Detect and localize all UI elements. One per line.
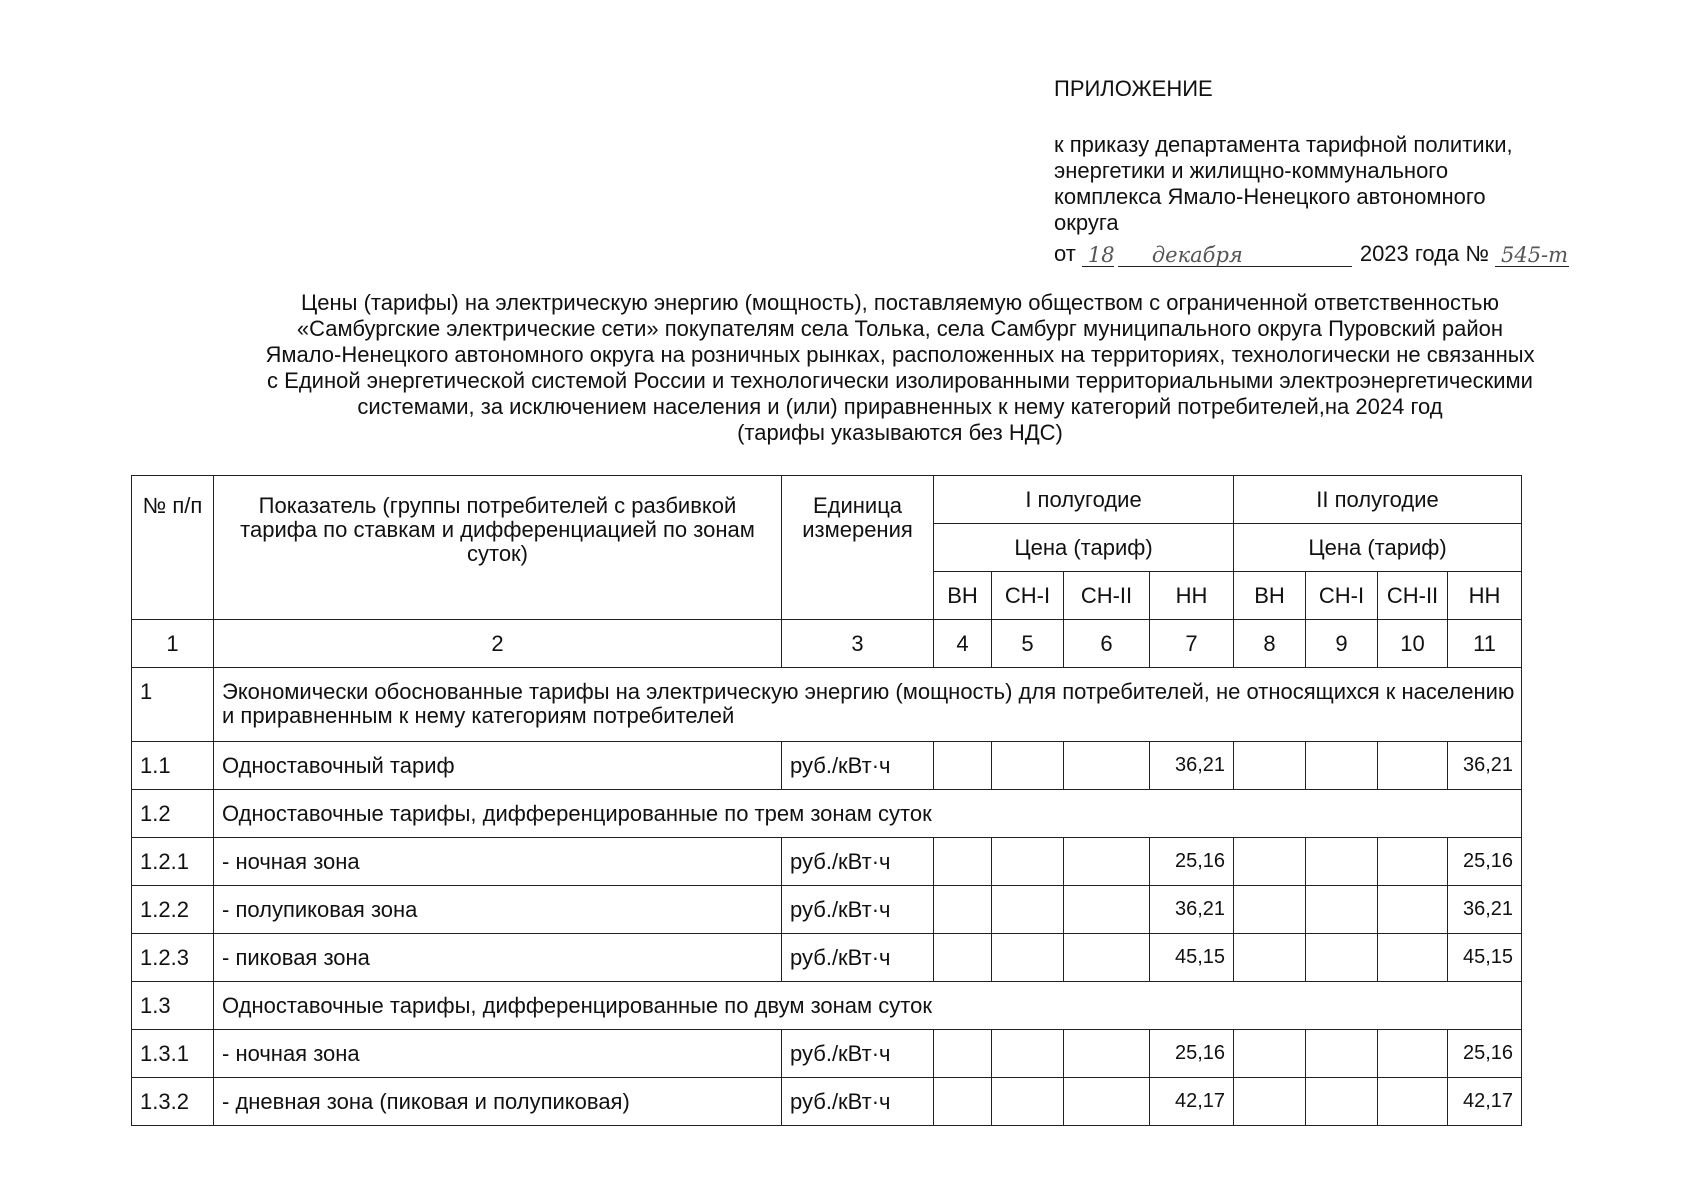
header-half-1: I полугодие: [934, 476, 1234, 524]
column-number: 5: [992, 620, 1064, 668]
value-cell: [992, 934, 1064, 982]
row-unit: руб./кВт·ч: [782, 1078, 934, 1126]
table-body: [132, 668, 1522, 1126]
column-number: 11: [1448, 620, 1522, 668]
value-cell: [1234, 934, 1306, 982]
table-row: [132, 1078, 1522, 1126]
value-cell: [1378, 742, 1448, 790]
header-half-2: II полугодие: [1234, 476, 1522, 524]
tariff-table: [131, 475, 1522, 1126]
day-field: [1082, 240, 1114, 267]
value-cell: [1306, 1030, 1378, 1078]
value-cell: [934, 886, 992, 934]
value-cell: [1064, 1078, 1150, 1126]
handwritten-day: 18: [1087, 243, 1115, 267]
header-voltage: ВН: [934, 572, 992, 620]
value-cell: [992, 886, 1064, 934]
value-cell: [934, 838, 992, 886]
value-cell: [934, 934, 992, 982]
row-num: 1: [132, 668, 214, 742]
table-header: [132, 476, 1522, 668]
value-cell: 42,17: [1448, 1078, 1522, 1126]
header-num: № п/п: [132, 476, 214, 620]
table-row: [132, 1030, 1522, 1078]
row-unit: руб./кВт·ч: [782, 1030, 934, 1078]
value-cell: [992, 838, 1064, 886]
value-cell: 25,16: [1448, 1030, 1522, 1078]
value-cell: [1234, 886, 1306, 934]
row-label: - дневная зона (пиковая и полупиковая): [214, 1078, 782, 1126]
value-cell: [1306, 886, 1378, 934]
heading-line: системами, за исключением населения и (или) приравненных к нему категорий потребителей,на 2024 год: [357, 394, 1443, 419]
appendix-line: округа: [1054, 210, 1119, 235]
row-label: Одноставочный тариф: [214, 742, 782, 790]
value-cell: [1378, 838, 1448, 886]
handwritten-order-number: 545-т: [1500, 243, 1569, 267]
column-number: 7: [1150, 620, 1234, 668]
heading-line: Цены (тарифы) на электрическую энергию (мощность), поставляемую обществом с ограниченной ответственностью: [301, 290, 1499, 315]
row-num: 1.3.1: [132, 1030, 214, 1078]
appendix-title: ПРИЛОЖЕНИЕ: [1054, 76, 1213, 101]
value-cell: [1306, 742, 1378, 790]
row-num: 1.2.3: [132, 934, 214, 982]
column-number: 2: [214, 620, 782, 668]
header-price-2: Цена (тариф): [1234, 524, 1522, 572]
appendix-line: комплекса Ямало-Ненецкого автономного: [1054, 184, 1486, 209]
value-cell: [1064, 886, 1150, 934]
value-cell: [934, 1030, 992, 1078]
column-number: 1: [132, 620, 214, 668]
row-label: - пиковая зона: [214, 934, 782, 982]
value-cell: 25,16: [1448, 838, 1522, 886]
value-cell: [1234, 1030, 1306, 1078]
row-num: 1.1: [132, 742, 214, 790]
value-cell: [1378, 1030, 1448, 1078]
order-number-field: [1495, 240, 1569, 267]
handwritten-month: декабря: [1151, 243, 1243, 267]
column-number: 9: [1306, 620, 1378, 668]
value-cell: [1306, 838, 1378, 886]
header-voltage: НН: [1448, 572, 1522, 620]
heading-line: «Самбургские электрические сети» покупателям села Толька, села Самбург муниципального округа Пуровский район: [296, 316, 1504, 341]
row-unit: руб./кВт·ч: [782, 934, 934, 982]
row-num: 1.3: [132, 982, 214, 1030]
value-cell: [1378, 934, 1448, 982]
column-number: 10: [1378, 620, 1448, 668]
value-cell: [1064, 1030, 1150, 1078]
row-unit: руб./кВт·ч: [782, 742, 934, 790]
value-cell: [1064, 934, 1150, 982]
value-cell: [934, 1078, 992, 1126]
month-field: [1118, 240, 1352, 267]
table-row: [132, 934, 1522, 982]
header-price-1: Цена (тариф): [934, 524, 1234, 572]
value-cell: [1378, 886, 1448, 934]
table-row: [132, 886, 1522, 934]
row-num: 1.2.1: [132, 838, 214, 886]
value-cell: 45,15: [1150, 934, 1234, 982]
value-cell: [1378, 1078, 1448, 1126]
appendix-line: к приказу департамента тарифной политики,: [1054, 132, 1513, 157]
value-cell: [1064, 742, 1150, 790]
value-cell: 36,21: [1150, 742, 1234, 790]
header-voltage: СН-II: [1064, 572, 1150, 620]
header-voltage: НН: [1150, 572, 1234, 620]
year-text: 2023 года №: [1359, 241, 1489, 266]
appendix-line: энергетики и жилищно-коммунального: [1054, 158, 1449, 183]
header-voltage: ВН: [1234, 572, 1306, 620]
value-cell: 25,16: [1150, 838, 1234, 886]
value-cell: [1306, 1078, 1378, 1126]
value-cell: 45,15: [1448, 934, 1522, 982]
row-unit: руб./кВт·ч: [782, 886, 934, 934]
table-row: [132, 838, 1522, 886]
table-row-section: [132, 790, 1522, 838]
value-cell: [1306, 934, 1378, 982]
value-cell: [1064, 838, 1150, 886]
row-num: 1.2.2: [132, 886, 214, 934]
value-cell: [1234, 742, 1306, 790]
value-cell: [1234, 1078, 1306, 1126]
value-cell: 36,21: [1448, 886, 1522, 934]
column-number: 4: [934, 620, 992, 668]
row-unit: руб./кВт·ч: [782, 838, 934, 886]
heading-line: (тарифы указываются без НДС): [737, 420, 1063, 445]
value-cell: [992, 1078, 1064, 1126]
table-row: [132, 742, 1522, 790]
header-voltage: СН-I: [992, 572, 1064, 620]
appendix-block: [1054, 76, 1654, 267]
header-voltage: СН-II: [1378, 572, 1448, 620]
value-cell: [992, 1030, 1064, 1078]
header-unit: Единица измерения: [782, 476, 934, 620]
heading-line: с Единой энергетической системой России и технологически изолированными территориальными электроэнергетическими: [267, 368, 1533, 393]
order-date-line: [1054, 240, 1654, 267]
value-cell: [1234, 838, 1306, 886]
document-heading: [120, 290, 1680, 446]
value-cell: 36,21: [1448, 742, 1522, 790]
row-label: - ночная зона: [214, 838, 782, 886]
row-num: 1.2: [132, 790, 214, 838]
column-number: 3: [782, 620, 934, 668]
section-label: Экономически обоснованные тарифы на электрическую энергию (мощность) для потребителей, не относящихся к населению и приравненным к нему категориям потребителей: [214, 668, 1522, 742]
row-label: - ночная зона: [214, 1030, 782, 1078]
column-number: 8: [1234, 620, 1306, 668]
header-indicator: Показатель (группы потребителей с разбивкой тарифа по ставкам и дифференциацией по зонам суток): [214, 476, 782, 620]
row-label: - полупиковая зона: [214, 886, 782, 934]
header-voltage: СН-I: [1306, 572, 1378, 620]
section-label: Одноставочные тарифы, дифференцированные по двум зонам суток: [214, 982, 1522, 1030]
value-cell: [992, 742, 1064, 790]
column-number: 6: [1064, 620, 1150, 668]
value-cell: [934, 742, 992, 790]
table-row-section: [132, 668, 1522, 742]
date-prefix: от: [1054, 241, 1076, 266]
appendix-reference: [1054, 132, 1654, 267]
heading-line: Ямало-Ненецкого автономного округа на розничных рынках, расположенных на территориях, технологически не связанных: [265, 342, 1535, 367]
value-cell: 25,16: [1150, 1030, 1234, 1078]
value-cell: 42,17: [1150, 1078, 1234, 1126]
value-cell: 36,21: [1150, 886, 1234, 934]
section-label: Одноставочные тарифы, дифференцированные по трем зонам суток: [214, 790, 1522, 838]
row-num: 1.3.2: [132, 1078, 214, 1126]
table-row-section: [132, 982, 1522, 1030]
